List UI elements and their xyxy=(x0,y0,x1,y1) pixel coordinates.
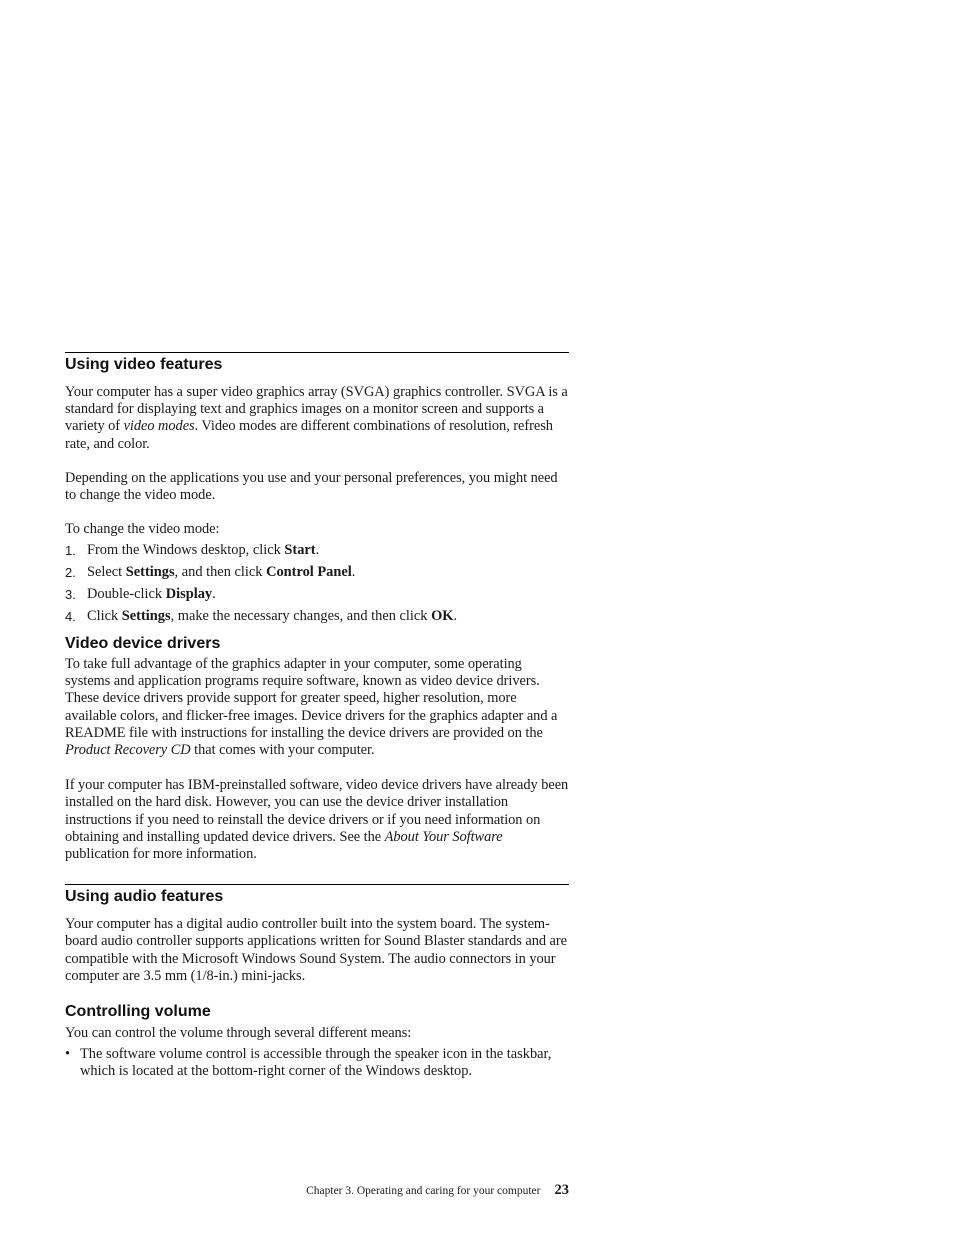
page-footer xyxy=(0,1181,569,1199)
drivers-paragraph-2: If your computer has IBM-preinstalled software, video device drivers have already been installed on the hard disk. However, you can use the device driver installation instructions if you need to reinstall the device drivers or if you need information on obtaining and installing updated device drivers. See the About Your Software publication for more information. xyxy=(65,777,569,863)
volume-means-list xyxy=(65,1046,569,1080)
title-product-recovery-cd: Product Recovery CD xyxy=(65,742,191,759)
step-item: 4. Click Settings, make the necessary changes, and then click OK. xyxy=(65,607,458,624)
step-item: 1. From the Windows desktop, click Start. xyxy=(65,542,320,559)
step-item: 2. Select Settings, and then click Control Panel. xyxy=(65,564,356,581)
footer-chapter-title: Chapter 3. Operating and caring for your computer xyxy=(306,1185,541,1197)
step-item: 3. Double-click Display. xyxy=(65,586,216,603)
heading-controlling-volume: Controlling volume xyxy=(65,1003,211,1021)
volume-intro-paragraph: You can control the volume through several different means: xyxy=(65,1025,412,1042)
change-video-mode-intro: To change the video mode: xyxy=(65,521,220,538)
drivers-paragraph-1: To take full advantage of the graphics adapter in your computer, some operating systems and application programs require software, known as video device drivers. These device drivers provide support for greater speed, higher resolution, more available colors, and flicker-free images. Device drivers for the graphics adapter and a README file with instructions for installing the device drivers are provided on the Product Recovery CD that comes with your computer. xyxy=(65,656,558,759)
video-mode-steps xyxy=(65,542,569,625)
video-intro-paragraph: Your computer has a super video graphics array (SVGA) graphics controller. SVGA is a standard for displaying text and graphics images on a monitor screen and supports a variety of video modes. Video modes are different combinations of resolution, refresh rate, and color. xyxy=(65,384,568,452)
list-item: • The software volume control is accessible through the speaker icon in the taskbar, which is located at the bottom-right corner of the Windows desktop. xyxy=(65,1046,552,1080)
heading-video-device-drivers: Video device drivers xyxy=(65,635,221,653)
page-number: 23 xyxy=(554,1182,569,1198)
heading-using-video-features: Using video features xyxy=(65,356,223,373)
bullet-mark: • xyxy=(65,1046,71,1063)
video-preferences-paragraph: Depending on the applications you use and your personal preferences, you might need to change the video mode. xyxy=(65,469,558,504)
title-about-your-software: About Your Software xyxy=(384,828,503,845)
page-content xyxy=(65,352,569,1081)
heading-using-audio-features: Using audio features xyxy=(65,888,224,906)
audio-paragraph: Your computer has a digital audio controller built into the system board. The system-board audio controller supports applications written for Sound Blaster standards and are compatible with the Microsoft Windows Sound System. The audio connectors in your computer are 3.5 mm (1/8-in.) mini-jacks. xyxy=(65,916,567,984)
term-video-modes: video modes xyxy=(123,418,195,435)
